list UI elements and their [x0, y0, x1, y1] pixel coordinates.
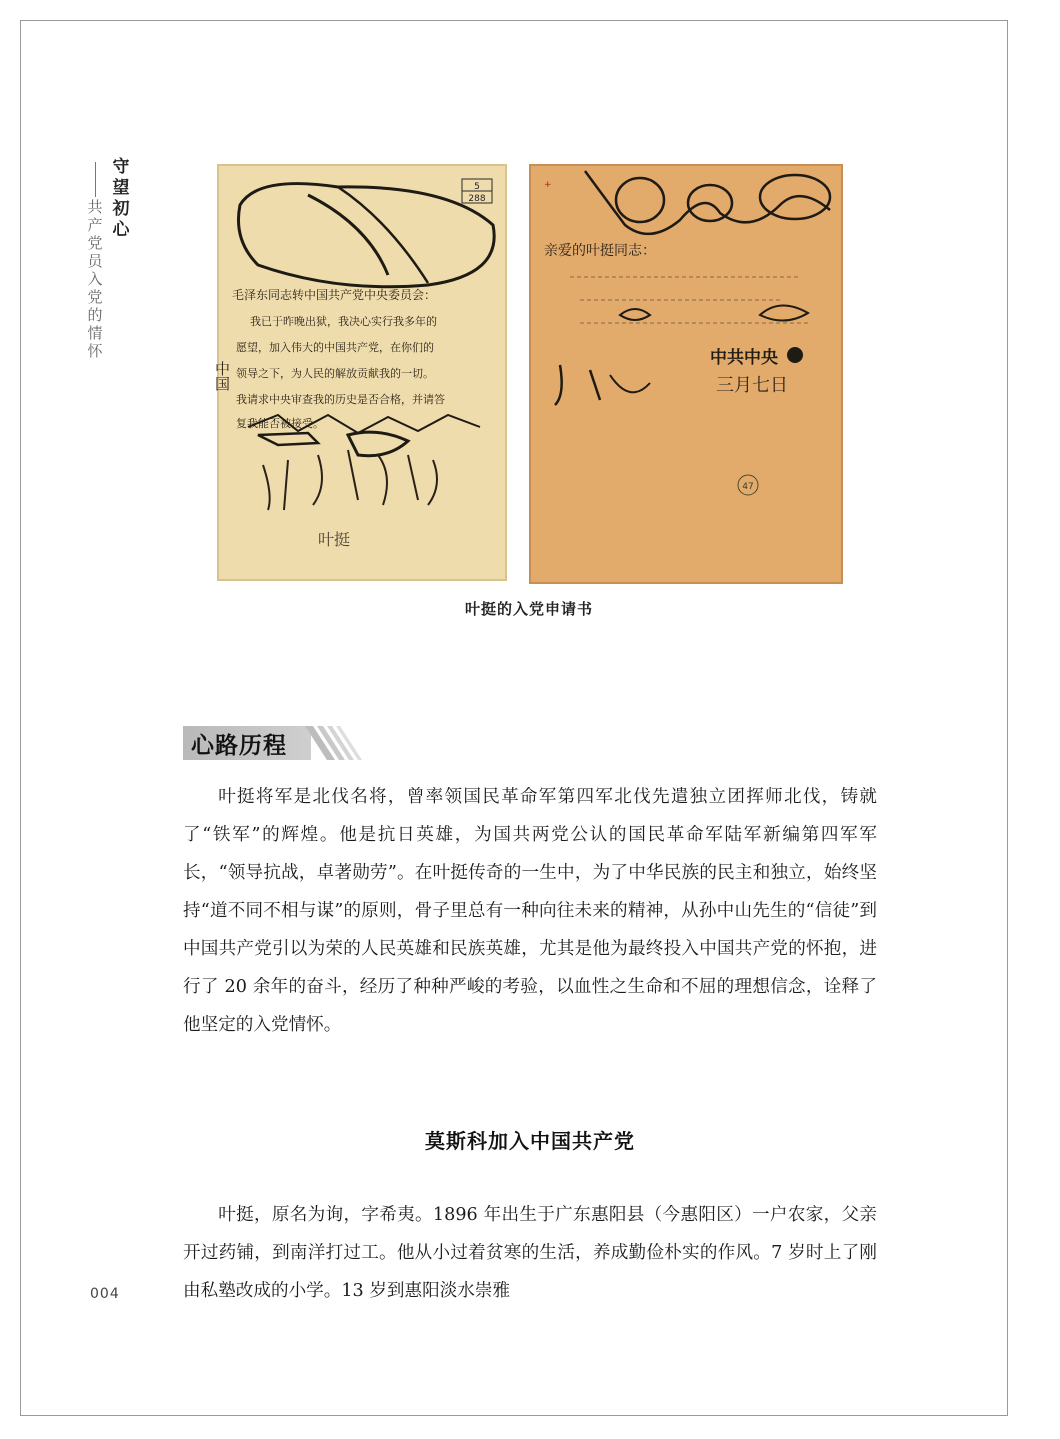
application-letter-photo-left: [213, 165, 506, 580]
doc-line: 领导之下，为人民的解放贡献我的一切。: [236, 367, 434, 380]
subsection-title: 莫斯科加入中国共产党: [425, 1129, 635, 1153]
doc-header: 毛泽东同志转中国共产党中央委员会：: [232, 288, 437, 302]
doc-line: 我请求中央审查我的历史是否合格，并请答: [236, 393, 445, 406]
signature: 叶挺: [318, 530, 351, 549]
body-paragraph-1: 叶挺将军是北伐名将，曾率领国民革命军第四军北伐先遣独立团挥师北伐，铸就了“铁军”的辉煌。他是抗日英雄，为国共两党公认的国民革命军陆军新编第四军军长，“领导抗战，卓著勋劳”。在叶挺传奇的一生中，为了中华民族的民主和独立，始终坚持“道不同不相与谋”的原则，骨子里总有一种向往未来的精神，从孙中山先生的“信徒”到中国共产党引以为荣的人民英雄和民族英雄，尤其是他为最终投入中国共产党的怀抱，进行了 20 余年的奋斗，经历了种种严峻的考验，以血性之生命和不屈的理想信念，诠释了他坚定的入党情怀。: [183, 787, 877, 1035]
section-title: 心路历程: [191, 733, 287, 759]
section-heading-stripes: [305, 726, 365, 762]
page-number: 004: [90, 1286, 120, 1302]
figure-caption: 叶挺的入党申请书: [464, 600, 593, 618]
red-mark: +: [544, 180, 552, 190]
side-book-subtitle: 共 产 党 员 入 党 的 情 怀: [87, 198, 103, 360]
reply-sign: 中共中央: [710, 348, 778, 368]
doc-number-2: 288: [468, 194, 486, 204]
doc-line: 复我能否被接受。: [236, 417, 324, 430]
doc-line: 愿望，加入伟大的中国共产党，在你们的: [236, 341, 434, 354]
doc-line: 我已于昨晚出狱，我决心实行我多年的: [250, 315, 437, 328]
reply-date: 三月七日: [716, 375, 788, 396]
doc-number: 5: [474, 182, 480, 192]
folio-number: 47: [742, 482, 754, 492]
application-letter-photo-right: [530, 165, 842, 583]
side-divider: [95, 162, 96, 197]
margin-note: 中国: [213, 361, 231, 391]
body-paragraph-2: 叶挺，原名为询，字希夷。1896 年出生于广东惠阳县（今惠阳区）一户农家，父亲开过药铺，到南洋打过工。他从小过着贫寒的生活，养成勤俭朴实的作风。7 岁时上了刚由私塾改成的小学。13 岁到惠阳淡水崇雅: [183, 1205, 877, 1301]
paper-right: [530, 165, 842, 583]
side-book-title: 守 望 初 心: [112, 157, 130, 240]
greeting: 亲爱的叶挺同志：: [544, 243, 656, 259]
section-heading: [183, 726, 363, 762]
